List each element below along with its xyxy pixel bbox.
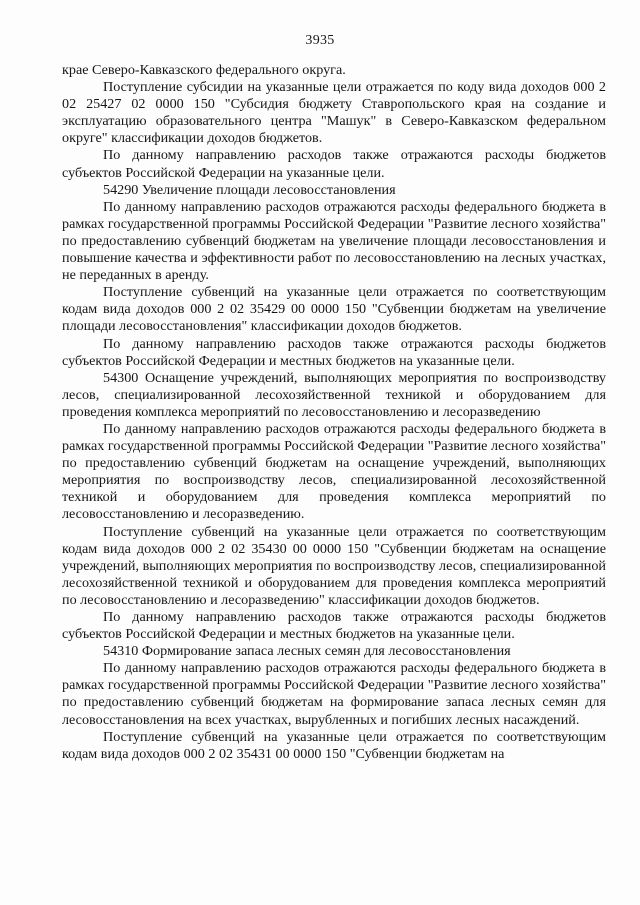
paragraph-54290-description: По данному направлению расходов отражаются расходы федерального бюджета в рамках государственной программы Российской Федерации "Развитие лесного хозяйства" по предоставлению субвенций бюджетам на увеличение площади лесовосстановления и повышение качества и эффективности работ по лесовосстановлению на лесных участках, не переданных в аренду. — [62, 198, 606, 284]
paragraph-54310-description: По данному направлению расходов отражаются расходы федерального бюджета в рамках государственной программы Российской Федерации "Развитие лесного хозяйства" по предоставлению субвенций бюджетам на формирование запаса лесных семян для лесовосстановления на всех участках, вырубленных и погибших лесных насаждений. — [62, 660, 606, 728]
section-heading-54310: 54310 Формирование запаса лесных семян для лесовосстановления — [103, 643, 511, 660]
paragraph-regional-expenses: По данному направлению расходов также отражаются расходы бюджетов субъектов Российской Федерации на указанные цели. — [62, 147, 606, 181]
paragraph-54310-income: Поступление субвенций на указанные цели отражается по соответствующим кодам вида доходов 000 2 02 35431 00 0000 150 "Субвенции бюджетам на — [62, 728, 606, 762]
section-heading-54290: 54290 Увеличение площади лесовосстановления — [103, 181, 396, 198]
paragraph-54300-description: По данному направлению расходов отражаются расходы федерального бюджета в рамках государственной программы Российской Федерации "Развитие лесного хозяйства" по предоставлению субвенций бюджетам на оснащение учреждений, выполняющих мероприятия по воспроизводству лесов, специализированной лесохозяйственной техникой и оборудованием для проведения комплекса мероприятий по лесовосстановлению и лесоразведению. — [62, 420, 606, 523]
paragraph-54300-regional: По данному направлению расходов также отражаются расходы бюджетов субъектов Российской Федерации и местных бюджетов на указанные цели. — [62, 609, 606, 643]
paragraph-54290-income: Поступление субвенций на указанные цели отражается по соответствующим кодам вида доходов 000 2 02 35429 00 0000 150 "Субвенции бюджетам на увеличение площади лесовосстановления" классификации доходов бюджетов. — [62, 284, 606, 335]
paragraph-54290-regional: По данному направлению расходов также отражаются расходы бюджетов субъектов Российской Федерации и местных бюджетов на указанные цели. — [62, 335, 606, 369]
paragraph-54300-income: Поступление субвенций на указанные цели отражается по соответствующим кодам вида доходов 000 2 02 35430 00 0000 150 "Субвенции бюджетам на оснащение учреждений, выполняющих мероприятия по воспроизводству лесов, специализированной лесохозяйственной техникой и оборудованием для проведения комплекса мероприятий по лесовосстановлению и лесоразведению" классификации доходов бюджетов. — [62, 523, 606, 608]
document-body — [62, 62, 606, 763]
paragraph-continuation: крае Северо-Кавказского федерального округа. — [62, 62, 346, 78]
section-heading-54300: 54300 Оснащение учреждений, выполняющих мероприятия по воспроизводству лесов, специализированной лесохозяйственной техникой и оборудованием для проведения комплекса мероприятий по лесовосстановлению и лесоразведению — [62, 369, 606, 420]
paragraph-subsidy-income: Поступление субсидии на указанные цели отражается по коду вида доходов 000 2 02 25427 02 0000 150 "Субсидия бюджету Ставропольского края на создание и эксплуатацию образовательного центра "Машук" в Северо-Кавказском федеральном округе" классификации доходов бюджетов. — [62, 79, 606, 147]
page-number: 3935 — [305, 33, 335, 48]
